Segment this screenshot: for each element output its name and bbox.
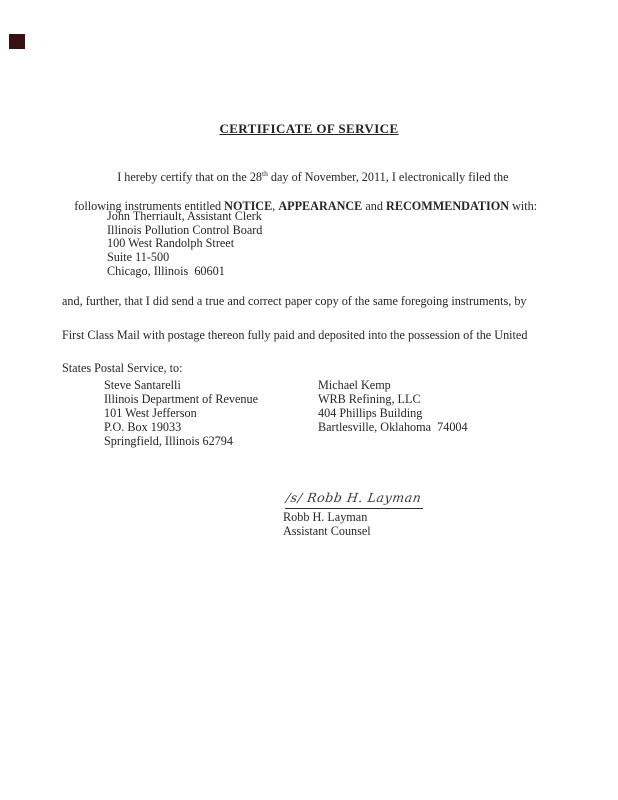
address-line: Illinois Department of Revenue xyxy=(104,392,258,406)
address-line: WRB Refining, LLC xyxy=(318,392,421,406)
address-line: Bartlesville, Oklahoma 74004 xyxy=(318,420,468,434)
signature-script: /s/ Robb H. Layman xyxy=(285,490,423,505)
address-line: Springfield, Illinois 62794 xyxy=(104,434,233,448)
address-line: P.O. Box 19033 xyxy=(104,420,182,434)
address-line: Chicago, Illinois 60601 xyxy=(107,263,225,278)
document-title: CERTIFICATE OF SERVICE xyxy=(219,121,399,136)
mail-paragraph-line-3: States Postal Service, to: xyxy=(62,361,183,375)
ordinal-superscript: th xyxy=(262,168,268,178)
address-line: John Therriault, Assistant Clerk xyxy=(107,209,262,223)
address-line: Illinois Pollution Control Board xyxy=(107,222,263,237)
address-line: Michael Kemp xyxy=(318,378,391,392)
mail-paragraph-line-1: and, further, that I did send a true and correct paper copy of the same foregoing instruments, by xyxy=(62,294,527,308)
address-line: Steve Santarelli xyxy=(104,378,181,392)
instrument-name-notice: NOTICE xyxy=(224,199,273,213)
recipient-address-right xyxy=(318,378,468,434)
text-segment: and xyxy=(362,199,387,213)
text-segment: I hereby certify that on the 28 xyxy=(117,170,263,184)
text-segment: , xyxy=(272,199,279,213)
address-line: Suite 11-500 xyxy=(107,250,170,265)
text-segment: following instruments entitled xyxy=(74,199,225,213)
address-line: 100 West Randolph Street xyxy=(107,236,235,251)
scan-artifact-mark xyxy=(9,34,25,49)
address-line: 404 Phillips Building xyxy=(318,406,423,420)
clerk-address-block xyxy=(107,210,262,279)
instrument-name-appearance: APPEARANCE xyxy=(278,199,363,213)
text-segment: with: xyxy=(509,199,538,213)
signer-name: Robb H. Layman xyxy=(283,510,368,524)
mail-paragraph-line-2: First Class Mail with postage thereon fully paid and deposited into the possession of the United xyxy=(62,328,528,342)
signature-line xyxy=(285,489,423,509)
instrument-name-recommendation: RECOMMENDATION xyxy=(386,199,510,213)
recipient-address-left xyxy=(104,378,258,448)
address-line: 101 West Jefferson xyxy=(104,406,197,420)
signer-title: Assistant Counsel xyxy=(283,524,371,538)
text-segment: day of November, 2011, I electronically filed the xyxy=(267,170,509,184)
